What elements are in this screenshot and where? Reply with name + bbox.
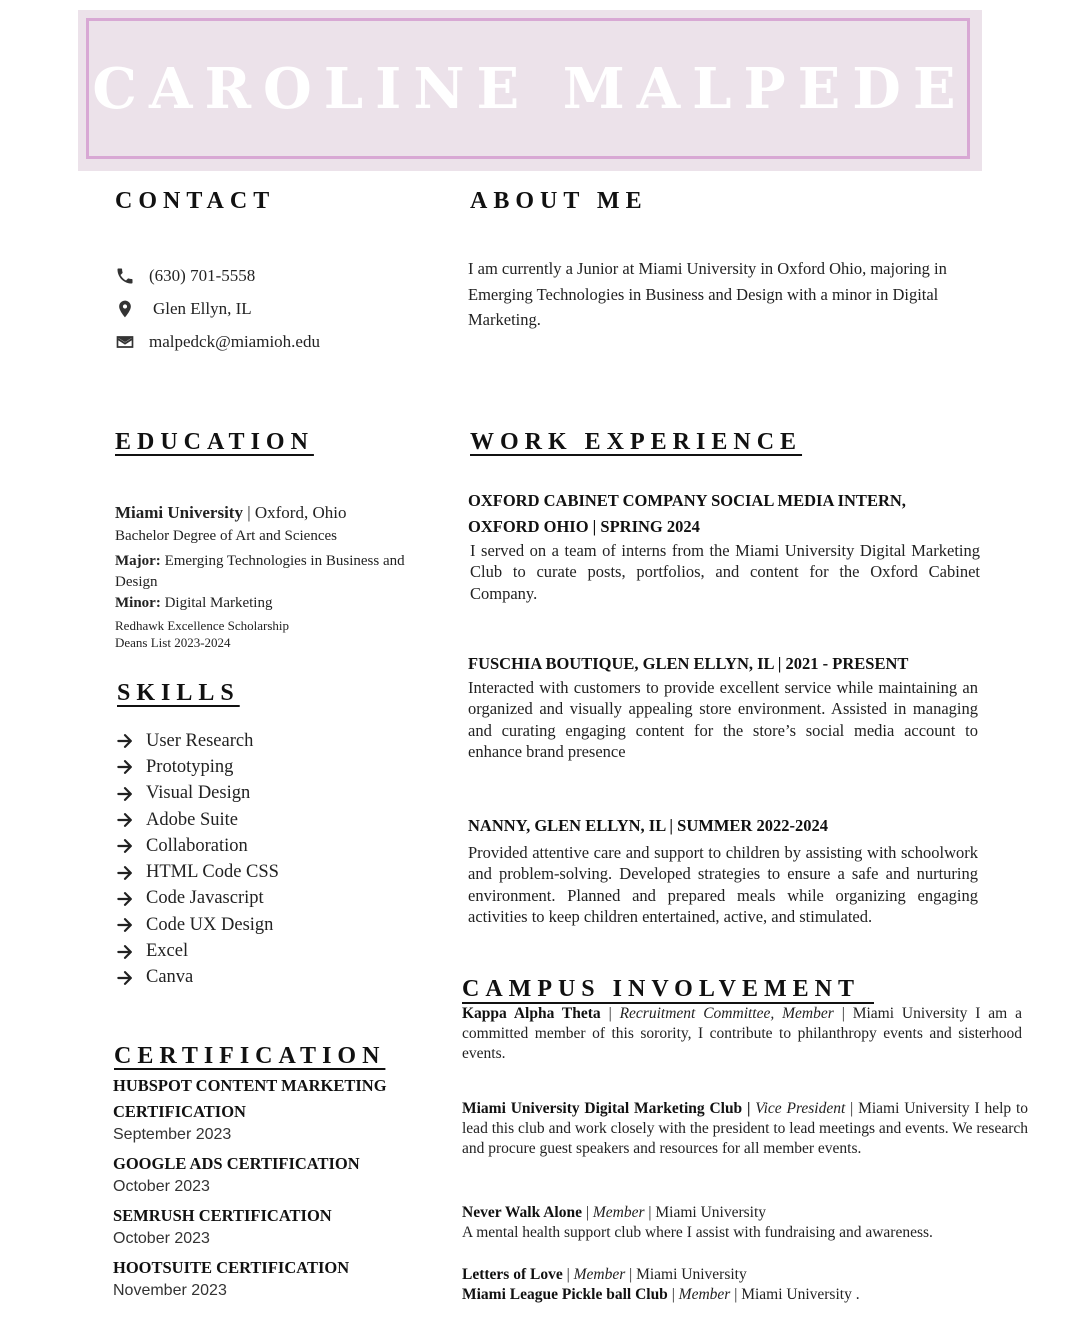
contact-email (115, 328, 320, 356)
skill-item (115, 833, 279, 859)
skill-label: Prototyping (146, 756, 234, 777)
arrow-right-icon (115, 810, 135, 830)
arrow-right-icon (115, 731, 135, 751)
skill-item (115, 912, 279, 938)
skills-list (115, 728, 279, 991)
certification-name: HUBSPOT CONTENT MARKETING CERTIFICATION (113, 1076, 387, 1121)
work-heading: WORK EXPERIENCE (470, 429, 803, 455)
campus-detail: Miami University I am a committed member of this sorority, I contribute to philanthropy events and sisterhood events. (462, 1005, 1022, 1063)
campus-role: Member (573, 1266, 626, 1283)
education-block (115, 502, 415, 651)
contact-heading: CONTACT (115, 188, 276, 214)
job-title: NANNY, GLEN ELLYN, IL | SUMMER 2022-2024 (468, 816, 828, 835)
campus-org: Letters of Love (462, 1266, 563, 1283)
location-text: Glen Ellyn, IL (153, 299, 252, 318)
candidate-name: CAROLINE MALPEDE (92, 56, 968, 122)
skill-item (115, 859, 279, 885)
job-nanny (468, 813, 978, 927)
campus-org: Never Walk Alone (462, 1204, 582, 1221)
skill-item (115, 754, 279, 780)
skill-label: Code UX Design (146, 914, 274, 935)
campus-role: Recruitment Committee, Member (619, 1005, 834, 1022)
job-description: I served on a team of interns from the Miami University Digital Marketing Club to curate posts, portfolios, and content for the Oxford Cabinet Company. (470, 541, 980, 603)
job-title: OXFORD CABINET COMPANY SOCIAL MEDIA INTERN, (468, 491, 906, 510)
skill-label: HTML Code CSS (146, 862, 279, 883)
arrow-right-icon (115, 915, 135, 935)
school-name: Miami University (115, 503, 243, 522)
campus-detail: Miami University (655, 1204, 767, 1221)
certification-list (113, 1073, 413, 1307)
campus-org: Miami League Pickle ball Club (462, 1286, 668, 1303)
skills-heading: SKILLS (117, 680, 240, 706)
phone-text: (630) 701-5558 (149, 266, 256, 285)
arrow-right-icon (115, 757, 135, 777)
campus-detail: Miami University I help to lead this club and work closely with the president to lead meetings and events. We research and procure guest speakers and resources for all member events. (462, 1100, 1029, 1158)
contact-phone (115, 262, 320, 290)
arrow-right-icon (115, 836, 135, 856)
mail-icon (115, 332, 135, 352)
education-school-line: Miami University | Oxford, Ohio (115, 503, 347, 522)
certification-name: HOOTSUITE CERTIFICATION (113, 1258, 350, 1277)
skill-label: Visual Design (146, 783, 251, 804)
skill-label: Collaboration (146, 835, 248, 856)
job-title-line2: OXFORD OHIO | SPRING 2024 (468, 517, 700, 536)
major-value: Emerging Technologies in Business and Design (115, 553, 405, 590)
location-pin-icon (115, 299, 135, 319)
skill-label: User Research (146, 730, 254, 751)
certification-heading: CERTIFICATION (114, 1043, 386, 1069)
certification-name: GOOGLE ADS CERTIFICATION (113, 1154, 360, 1173)
campus-item-dmc: Miami University Digital Marketing Club | Vice President | Miami University I help to lead this club and work closely with the president to lead meetings and events. We research and procure guest speakers and resources for all member events. (462, 1100, 1029, 1158)
campus-description: A mental health support club where I assist with fundraising and awareness. (462, 1224, 933, 1242)
certification-date: October 2023 (113, 1230, 210, 1247)
skill-item (115, 886, 279, 912)
arrow-right-icon (115, 942, 135, 962)
campus-role: Member (592, 1204, 645, 1221)
campus-detail: Miami University (636, 1266, 747, 1283)
major-label: Major: (115, 553, 161, 569)
campus-role: Member (678, 1286, 731, 1303)
skill-label: Canva (146, 967, 194, 988)
contact-location (115, 295, 320, 323)
minor-line (115, 593, 415, 613)
campus-role: Vice President (755, 1100, 846, 1117)
about-heading: ABOUT ME (470, 188, 648, 214)
skill-item (115, 938, 279, 964)
skill-label: Excel (146, 941, 189, 962)
job-description: Provided attentive care and support to children by assisting with schoolwork and problem-solving. Developed strategies to ensure a safe and nurturing environment. Planned and prepared meals while organizing engaging activities to keep children entertained, active, and stimulated. (468, 843, 978, 926)
skill-label: Adobe Suite (146, 809, 238, 830)
campus-org: Miami University Digital Marketing Club (462, 1100, 743, 1117)
honor-deans-list: Deans List 2023-2024 (115, 635, 231, 650)
email-text: malpedck@miamioh.edu (149, 332, 320, 351)
campus-item-pickleball: Miami League Pickle ball Club | Member | Miami University . (462, 1286, 860, 1303)
phone-icon (115, 266, 135, 286)
certification-date: September 2023 (113, 1126, 232, 1143)
campus-item-letters: Letters of Love | Member | Miami University (462, 1266, 747, 1283)
campus-item-kappa: Kappa Alpha Theta | Recruitment Committee, Member | Miami University I am a committed member of this sorority, I contribute to philanthropy events and sisterhood events. (462, 1005, 1022, 1063)
minor-value: Digital Marketing (164, 595, 273, 611)
arrow-right-icon (115, 784, 135, 804)
arrow-right-icon (115, 889, 135, 909)
job-description: Interacted with customers to provide excellent service while maintaining an organized and visually appealing store environment. Assisted in managing and curating engaging content for the store’s social media account to enhance brand presence (468, 678, 978, 761)
about-text: I am currently a Junior at Miami University in Oxford Ohio, majoring in Emerging Technologies in Business and Design with a minor in Digital Marketing. (468, 259, 947, 329)
job-oxford-cabinet (468, 488, 980, 604)
school-location: Oxford, Ohio (254, 503, 347, 522)
minor-label: Minor: (115, 595, 161, 611)
job-fuschia-boutique (468, 651, 978, 762)
contact-list (115, 262, 320, 356)
degree: Bachelor Degree of Art and Sciences (115, 528, 337, 544)
certification-date: October 2023 (113, 1178, 210, 1195)
skill-item (115, 807, 279, 833)
campus-org: Kappa Alpha Theta (462, 1005, 601, 1022)
education-heading: EDUCATION (115, 429, 314, 455)
job-title: FUSCHIA BOUTIQUE, GLEN ELLYN, IL | 2021 - PRESENT (468, 654, 909, 673)
campus-detail: Miami University . (741, 1286, 860, 1303)
skill-label: Code Javascript (146, 888, 264, 909)
certification-name: SEMRUSH CERTIFICATION (113, 1206, 332, 1225)
arrow-right-icon (115, 968, 135, 988)
skill-item (115, 728, 279, 754)
skill-item (115, 965, 279, 991)
campus-line: Never Walk Alone | Member | Miami University (462, 1204, 767, 1221)
arrow-right-icon (115, 863, 135, 883)
honor-scholarship: Redhawk Excellence Scholarship (115, 618, 289, 633)
certification-date: November 2023 (113, 1282, 227, 1299)
skill-item (115, 781, 279, 807)
campus-item-nwa (462, 1203, 1028, 1243)
campus-heading: CAMPUS INVOLVEMENT (462, 976, 874, 1004)
major-line (115, 551, 415, 593)
